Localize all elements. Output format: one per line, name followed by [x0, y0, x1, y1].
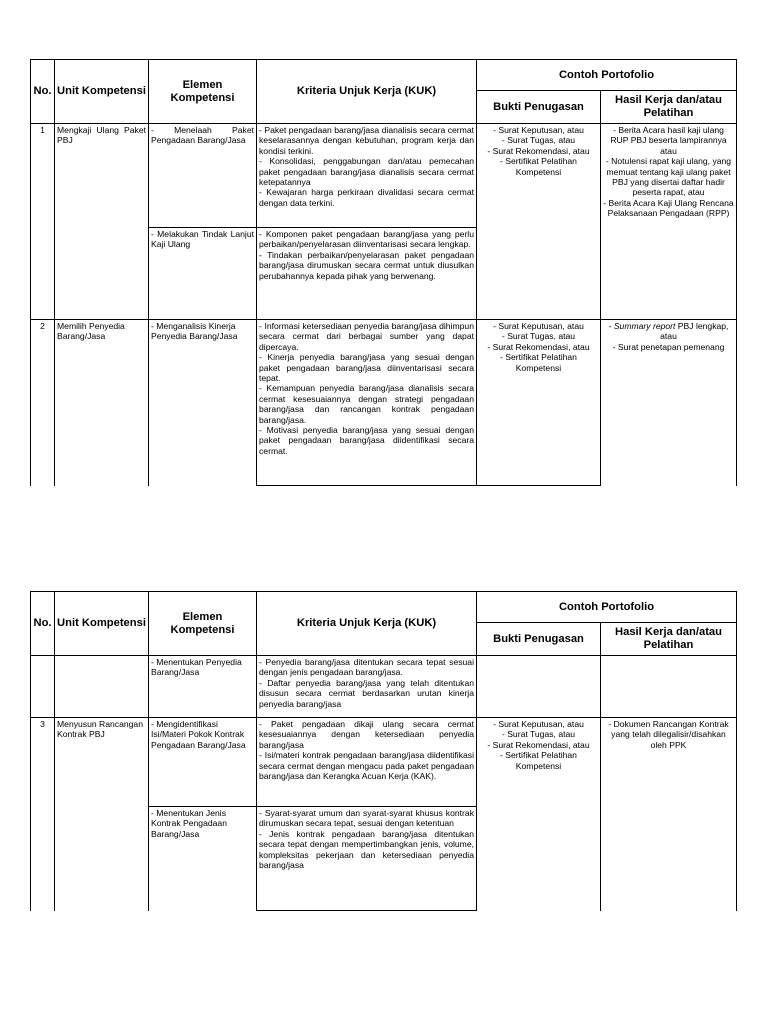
- bukti-item: - Surat Rekomendasi, atau: [487, 145, 590, 156]
- header-elemen: Elemen Kompetensi: [149, 592, 257, 656]
- table-row: [31, 124, 737, 228]
- kuk-item: - Daftar penyedia barang/jasa yang telah ditentukan disusun secara cermat berdasarkan urutan kinerja penyedia barang/jasa: [259, 677, 474, 709]
- row-unit: Mengkaji Ulang Paket PBJ: [55, 124, 149, 320]
- row-kuk: [257, 807, 477, 911]
- header-no: No.: [31, 60, 55, 124]
- competency-table-2: [30, 591, 737, 911]
- row-bukti: [477, 124, 601, 320]
- bukti-item: - Surat Tugas, atau: [501, 729, 576, 740]
- row-elemen: - Menentukan Penyedia Barang/Jasa: [149, 656, 257, 718]
- row-unit: Memilih Penyedia Barang/Jasa: [55, 320, 149, 486]
- kuk-item: - Tindakan perbaikan/penyelarasan paket pengadaan barang/jasa dirumuskan secara cermat untuk diusulkan perubahannya kepada pihak yang berwenang.: [259, 249, 474, 281]
- row-kuk: [257, 124, 477, 228]
- hasil-item: - Notulensi rapat kaji ulang, yang memuat tentang kaji ulang paket PBJ yang disertai daftar hadir peserta rapat, atau: [605, 156, 732, 198]
- header-elemen: Elemen Kompetensi: [149, 60, 257, 124]
- bukti-item: - Surat Keputusan, atau: [493, 719, 584, 729]
- header-hasil: Hasil Kerja dan/atau Pelatihan: [601, 91, 737, 124]
- hasil-item: - Surat penetapan pemenang: [612, 341, 725, 352]
- bukti-item: - Surat Tugas, atau: [501, 135, 576, 146]
- hasil-item: - Berita Acara Kaji Ulang Rencana Pelaksanaan Pengadaan (RPP): [603, 197, 734, 219]
- bukti-item: - Surat Rekomendasi, atau: [487, 739, 590, 750]
- kuk-item: - Penyedia barang/jasa ditentukan secara tepat sesuai dengan jenis pengadaan barang/jasa.: [259, 657, 474, 678]
- bukti-item: - Sertifikat Pelatihan Kompetensi: [500, 156, 577, 177]
- row-kuk: [257, 718, 477, 807]
- row-elemen: - Menganalisis Kinerja Penyedia Barang/Jasa: [149, 320, 257, 486]
- kuk-item: - Motivasi penyedia barang/jasa yang sesuai dengan paket pengadaan barang/jasa diidentifikasi secara cermat.: [259, 425, 474, 456]
- table-row: [31, 320, 737, 486]
- row-elemen: - Mengidentifikasi Isi/Materi Pokok Kontrak Pengadaan Barang/Jasa: [149, 718, 257, 807]
- header-kuk: Kriteria Unjuk Kerja (KUK): [257, 592, 477, 656]
- hasil-item: - Berita Acara hasil kaji ulang RUP PBJ beserta lampirannya atau: [610, 125, 727, 156]
- kuk-item: - Isi/materi kontrak pengadaan barang/jasa diidentifikasi secara cermat dengan mengacu pada paket pengadaan barang/jasa dan Kerangka Acuan Kerja (KAK).: [259, 750, 474, 782]
- row-no: 2: [31, 320, 55, 486]
- row-no: [31, 656, 55, 718]
- row-no: 3: [31, 718, 55, 911]
- bukti-item: - Sertifikat Pelatihan Kompetensi: [500, 352, 577, 373]
- header-contoh: Contoh Portofolio: [477, 592, 737, 623]
- row-elemen: - Menelaah Paket Pengadaan Barang/Jasa: [149, 124, 257, 228]
- hasil-italic: Summary report: [613, 321, 676, 331]
- row-no: 1: [31, 124, 55, 320]
- kuk-item: - Kinerja penyedia barang/jasa yang sesuai dengan paket pengadaan barang/jasa diinventarisasi secara tepat.: [259, 352, 474, 384]
- table-row: [31, 718, 737, 807]
- kuk-item: - Konsolidasi, penggabungan dan/atau pemecahan paket pengadaan barang/jasa dianalisis secara cermat ketepatannya: [259, 156, 474, 188]
- row-elemen: - Melakukan Tindak Lanjut Kaji Ulang: [149, 228, 257, 320]
- header-hasil: Hasil Kerja dan/atau Pelatihan: [601, 623, 737, 656]
- row-hasil: [601, 124, 737, 320]
- kuk-item: - Komponen paket pengadaan barang/jasa yang perlu perbaikan/penyelarasan diinventarisasi secara lengkap.: [259, 229, 474, 250]
- row-bukti: [477, 320, 601, 486]
- header-unit: Unit Kompetensi: [55, 592, 149, 656]
- row-hasil: [601, 656, 737, 718]
- kuk-item: - Kemampuan penyedia barang/jasa dianalisis secara cermat kesesuaiannya dengan strategi pengadaan barang/jasa dan rancangan kontrak pengadaan barang/jasa.: [259, 383, 474, 425]
- kuk-item: - Syarat-syarat umum dan syarat-syarat khusus kontrak dirumuskan secara tepat, sesuai dengan ketentuan: [259, 808, 474, 829]
- kuk-item: - Paket pengadaan barang/jasa dianalisis secara cermat keselarasannya dengan kebutuhan, program kerja dan kondisi terkini.: [259, 125, 474, 156]
- row-hasil: [601, 718, 737, 911]
- row-bukti: [477, 656, 601, 718]
- header-bukti: Bukti Penugasan: [477, 623, 601, 656]
- row-unit: Menyusun Rancangan Kontrak PBJ: [55, 718, 149, 911]
- competency-table-1: [30, 59, 737, 486]
- hasil-prefix: -: [608, 321, 614, 331]
- header-unit: Unit Kompetensi: [55, 60, 149, 124]
- header-no: No.: [31, 592, 55, 656]
- row-hasil: [601, 320, 737, 486]
- row-elemen: - Menentukan Jenis Kontrak Pengadaan Barang/Jasa: [149, 807, 257, 911]
- bukti-item: - Sertifikat Pelatihan Kompetensi: [500, 750, 577, 771]
- kuk-item: - Jenis kontrak pengadaan barang/jasa ditentukan secara tepat dengan mempertimbangkan jenis, volume, kompleksitas pekerjaan dan ketersediaan penyedia barang/jasa: [259, 828, 474, 871]
- header-kuk: Kriteria Unjuk Kerja (KUK): [257, 60, 477, 124]
- table-row: [31, 656, 737, 718]
- hasil-suffix: PBJ lengkap, atau: [660, 321, 729, 342]
- kuk-item: - Informasi ketersediaan penyedia barang/jasa dihimpun secara cermat dari berbagai sumber yang dapat dipercaya.: [259, 321, 474, 352]
- kuk-item: - Kewajaran harga perkiraan divalidasi secara cermat dengan data terkini.: [259, 187, 474, 208]
- bukti-item: - Surat Keputusan, atau: [493, 321, 584, 331]
- header-contoh: Contoh Portofolio: [477, 60, 737, 91]
- bukti-item: - Surat Tugas, atau: [501, 331, 576, 342]
- row-bukti: [477, 718, 601, 911]
- row-unit: [55, 656, 149, 718]
- kuk-item: - Paket pengadaan dikaji ulang secara cermat kesesuaiannya dengan ketersediaan penyedia barang/jasa: [259, 719, 474, 750]
- header-bukti: Bukti Penugasan: [477, 91, 601, 124]
- bukti-item: - Surat Keputusan, atau: [493, 125, 584, 135]
- bukti-item: - Surat Rekomendasi, atau: [487, 341, 590, 352]
- hasil-item: - Dokumen Rancangan Kontrak yang telah dilegalisir/disahkan oleh PPK: [608, 719, 729, 750]
- row-kuk: [257, 320, 477, 486]
- row-kuk: [257, 228, 477, 320]
- hasil-item: [603, 321, 734, 342]
- row-kuk: [257, 656, 477, 718]
